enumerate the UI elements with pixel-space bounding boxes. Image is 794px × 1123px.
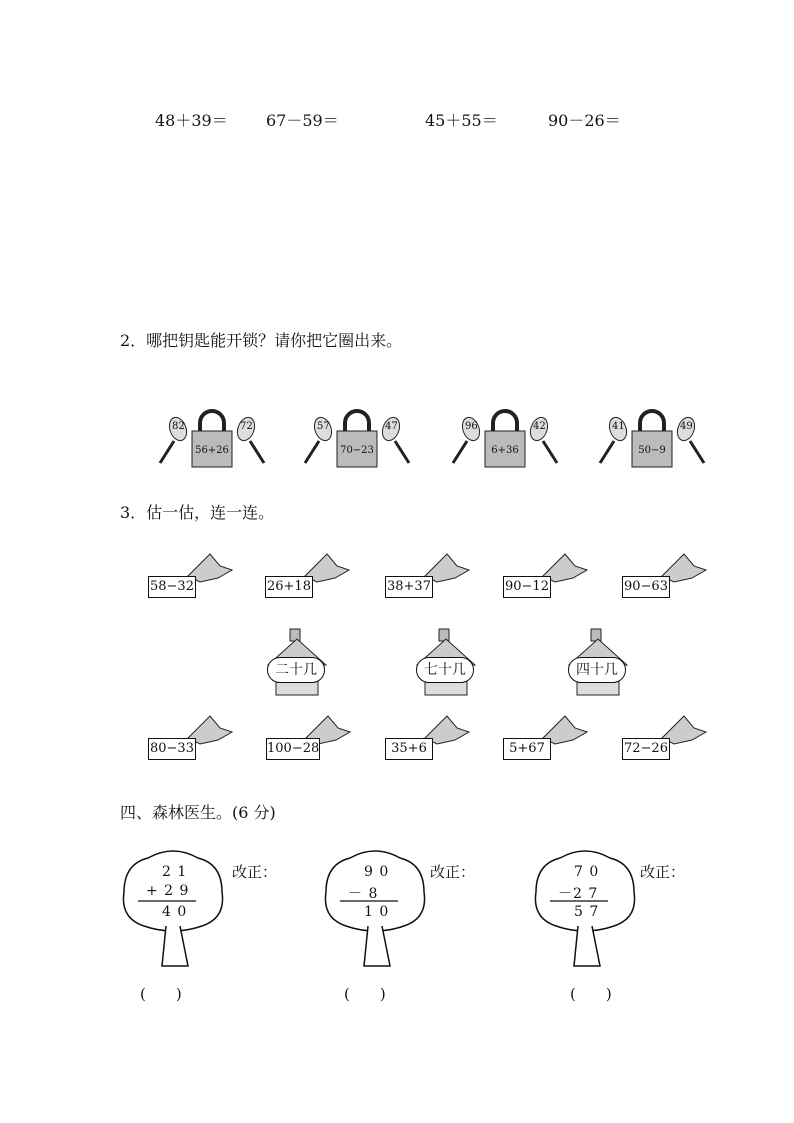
lock-expression: 70−23 <box>340 445 374 456</box>
bird-card-top-4 <box>503 548 593 604</box>
equation-2: 67－59＝ <box>266 111 339 130</box>
lock-group-3 <box>443 405 568 475</box>
equation-4: 90－26＝ <box>548 111 621 130</box>
bird-card-top-2 <box>265 548 355 604</box>
answer-paren-1[interactable]: ( ) <box>140 985 182 1003</box>
lock-group-4 <box>590 405 715 475</box>
tree-line-1: 9 0 <box>364 864 390 880</box>
key-right-number: 49 <box>680 421 693 432</box>
expression-box: 80−33 <box>148 738 196 760</box>
lock-key-2-icon <box>295 405 420 475</box>
expression-box: 90−12 <box>503 576 551 598</box>
bird-card-top-3 <box>385 548 475 604</box>
lock-expression: 50−9 <box>638 445 666 456</box>
key-right-number: 42 <box>533 421 546 432</box>
house-1 <box>262 625 332 700</box>
expression-box: 26+18 <box>265 576 313 598</box>
bird-card-bottom-4 <box>503 710 593 766</box>
house-label: 四十几 <box>568 657 626 683</box>
equation-3: 45＋55＝ <box>425 111 498 130</box>
tree-line-1: 2 1 <box>162 864 188 880</box>
tree-line-3: 1 0 <box>364 904 390 920</box>
house-2 <box>411 625 481 700</box>
lock-key-3-icon <box>443 405 568 475</box>
answer-paren-3[interactable]: ( ) <box>570 985 612 1003</box>
q2-title: 2．哪把钥匙能开锁？请你把它圈出来。 <box>120 331 403 350</box>
expression-box: 72−26 <box>622 738 670 760</box>
lock-expression: 56+26 <box>195 445 229 456</box>
key-right-number: 47 <box>385 421 398 432</box>
expression-box: 35+6 <box>385 738 433 760</box>
tree-line-2: + 2 9 <box>146 883 190 899</box>
tree-3 <box>530 848 640 968</box>
house-label: 二十几 <box>267 657 325 683</box>
tree-line-2: － 8 <box>348 886 379 902</box>
tree-2 <box>320 848 430 968</box>
expression-box: 58−32 <box>148 576 196 598</box>
key-right-number: 72 <box>240 421 253 432</box>
bird-card-bottom-3 <box>385 710 475 766</box>
lock-expression: 6+36 <box>491 445 519 456</box>
lock-group-2 <box>295 405 420 475</box>
key-left-number: 57 <box>317 421 330 432</box>
bird-card-bottom-5 <box>622 710 712 766</box>
fix-label-1: 改正： <box>232 863 278 881</box>
q4-title: 四、森林医生。(6 分) <box>120 803 276 822</box>
bird-card-top-5 <box>622 548 712 604</box>
expression-box: 5+67 <box>503 738 551 760</box>
fix-label-3: 改正： <box>640 863 686 881</box>
fix-label-2: 改正： <box>430 863 476 881</box>
tree-line-1: 7 0 <box>574 864 600 880</box>
bird-card-top-1 <box>148 548 238 604</box>
bird-card-bottom-1 <box>148 710 238 766</box>
bird-card-bottom-2 <box>266 710 356 766</box>
key-left-number: 96 <box>465 421 478 432</box>
expression-box: 90−63 <box>622 576 670 598</box>
lock-key-1-icon <box>150 405 275 475</box>
tree-line-3: 5 7 <box>574 904 600 920</box>
equation-1: 48＋39＝ <box>155 111 228 130</box>
tree-line-3: 4 0 <box>162 904 188 920</box>
expression-box: 100−28 <box>266 738 320 760</box>
tree-line-2: －2 7 <box>558 886 599 902</box>
lock-key-4-icon <box>590 405 715 475</box>
key-left-number: 82 <box>172 421 185 432</box>
answer-paren-2[interactable]: ( ) <box>344 985 386 1003</box>
house-3 <box>563 625 633 700</box>
expression-box: 38+37 <box>385 576 433 598</box>
q3-title: 3．估一估，连一连。 <box>120 503 275 522</box>
house-label: 七十几 <box>416 657 474 683</box>
key-left-number: 41 <box>612 421 625 432</box>
lock-group-1 <box>150 405 275 475</box>
tree-1 <box>118 848 228 968</box>
